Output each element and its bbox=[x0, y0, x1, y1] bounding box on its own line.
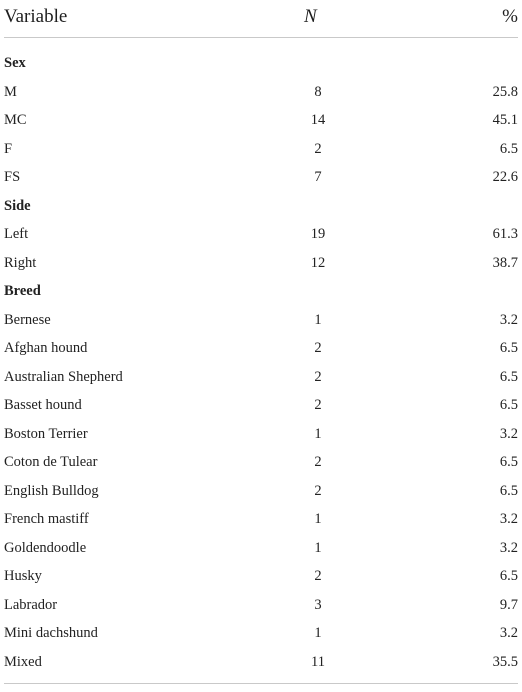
cell-percent: 3.2 bbox=[499, 311, 518, 328]
cell-variable: Labrador bbox=[4, 596, 58, 613]
cell-percent: 25.8 bbox=[492, 83, 518, 100]
table-header bbox=[4, 0, 518, 38]
cell-percent: 3.2 bbox=[499, 425, 518, 442]
cell-variable: Side bbox=[4, 197, 31, 214]
table-row bbox=[4, 219, 518, 248]
cell-variable: MC bbox=[4, 112, 27, 128]
cell-percent: 35.5 bbox=[492, 653, 518, 670]
cell-n: 2 bbox=[314, 368, 322, 385]
table-row bbox=[4, 419, 518, 448]
cell-n: 2 bbox=[314, 397, 322, 413]
cell-n: 2 bbox=[314, 140, 322, 157]
cell-n: 2 bbox=[314, 568, 322, 584]
table-row bbox=[4, 105, 518, 134]
bottom-rule bbox=[4, 683, 518, 684]
cell-variable: Right bbox=[4, 254, 37, 271]
cell-variable: Bernese bbox=[4, 311, 51, 328]
table-row bbox=[4, 618, 518, 647]
table-row bbox=[4, 590, 518, 619]
cell-n: 2 bbox=[314, 454, 322, 470]
table-body bbox=[4, 48, 518, 675]
cell-percent: 3.2 bbox=[499, 625, 518, 641]
table-row bbox=[4, 476, 518, 505]
cell-percent: 6.5 bbox=[499, 454, 518, 470]
cell-percent: 45.1 bbox=[492, 112, 518, 128]
cell-n: 12 bbox=[310, 254, 326, 271]
data-table bbox=[4, 0, 518, 684]
cell-variable: M bbox=[4, 83, 17, 100]
cell-variable: Mixed bbox=[4, 653, 42, 670]
table-row bbox=[4, 305, 518, 334]
cell-percent: 6.5 bbox=[499, 397, 518, 413]
table-row bbox=[4, 561, 518, 590]
cell-percent: 6.5 bbox=[499, 368, 518, 385]
cell-percent: 61.3 bbox=[492, 226, 518, 242]
cell-n: 11 bbox=[311, 653, 325, 670]
table-row bbox=[4, 447, 518, 476]
cell-variable: French mastiff bbox=[4, 511, 89, 527]
cell-variable: Sex bbox=[4, 55, 26, 71]
header-variable: Variable bbox=[4, 6, 68, 27]
table-row bbox=[4, 162, 518, 191]
section-row bbox=[4, 191, 518, 220]
cell-variable: English Bulldog bbox=[4, 482, 99, 499]
section-row bbox=[4, 48, 518, 77]
cell-percent: 6.5 bbox=[499, 568, 518, 584]
cell-n: 1 bbox=[314, 511, 322, 527]
table-row bbox=[4, 504, 518, 533]
table-row bbox=[4, 533, 518, 562]
cell-percent: 3.2 bbox=[499, 511, 518, 527]
table-row bbox=[4, 647, 518, 676]
cell-variable: Mini dachshund bbox=[4, 625, 98, 641]
table-row bbox=[4, 362, 518, 391]
cell-n: 7 bbox=[314, 169, 322, 185]
table-row bbox=[4, 77, 518, 106]
table-row bbox=[4, 333, 518, 362]
section-row bbox=[4, 276, 518, 305]
header-percent: % bbox=[502, 6, 518, 27]
cell-variable: FS bbox=[4, 169, 21, 185]
table-row bbox=[4, 134, 518, 163]
cell-variable: Coton de Tulear bbox=[4, 454, 98, 470]
cell-n: 1 bbox=[314, 625, 322, 641]
cell-percent: 3.2 bbox=[499, 539, 518, 556]
table-row bbox=[4, 390, 518, 419]
cell-percent: 6.5 bbox=[499, 340, 518, 356]
cell-percent: 6.5 bbox=[499, 482, 518, 499]
cell-variable: Boston Terrier bbox=[4, 425, 88, 442]
cell-n: 8 bbox=[314, 83, 322, 100]
cell-percent: 9.7 bbox=[499, 596, 518, 613]
cell-n: 2 bbox=[314, 340, 322, 356]
cell-percent: 22.6 bbox=[492, 169, 518, 185]
cell-n: 3 bbox=[314, 596, 322, 613]
cell-n: 1 bbox=[314, 539, 322, 556]
cell-n: 1 bbox=[314, 425, 322, 442]
cell-variable: F bbox=[4, 140, 13, 157]
cell-variable: Goldendoodle bbox=[4, 539, 87, 556]
cell-variable: Breed bbox=[4, 283, 41, 299]
cell-variable: Afghan hound bbox=[4, 340, 88, 356]
cell-percent: 6.5 bbox=[499, 140, 518, 157]
cell-percent: 38.7 bbox=[492, 254, 518, 271]
cell-variable: Left bbox=[4, 226, 29, 242]
cell-n: 1 bbox=[314, 311, 322, 328]
header-n: N bbox=[304, 6, 317, 27]
cell-variable: Basset hound bbox=[4, 397, 82, 413]
cell-n: 2 bbox=[314, 482, 322, 499]
table-row bbox=[4, 248, 518, 277]
cell-n: 14 bbox=[310, 112, 326, 128]
cell-n: 19 bbox=[310, 226, 326, 242]
cell-variable: Husky bbox=[4, 568, 42, 584]
cell-variable: Australian Shepherd bbox=[4, 368, 123, 385]
